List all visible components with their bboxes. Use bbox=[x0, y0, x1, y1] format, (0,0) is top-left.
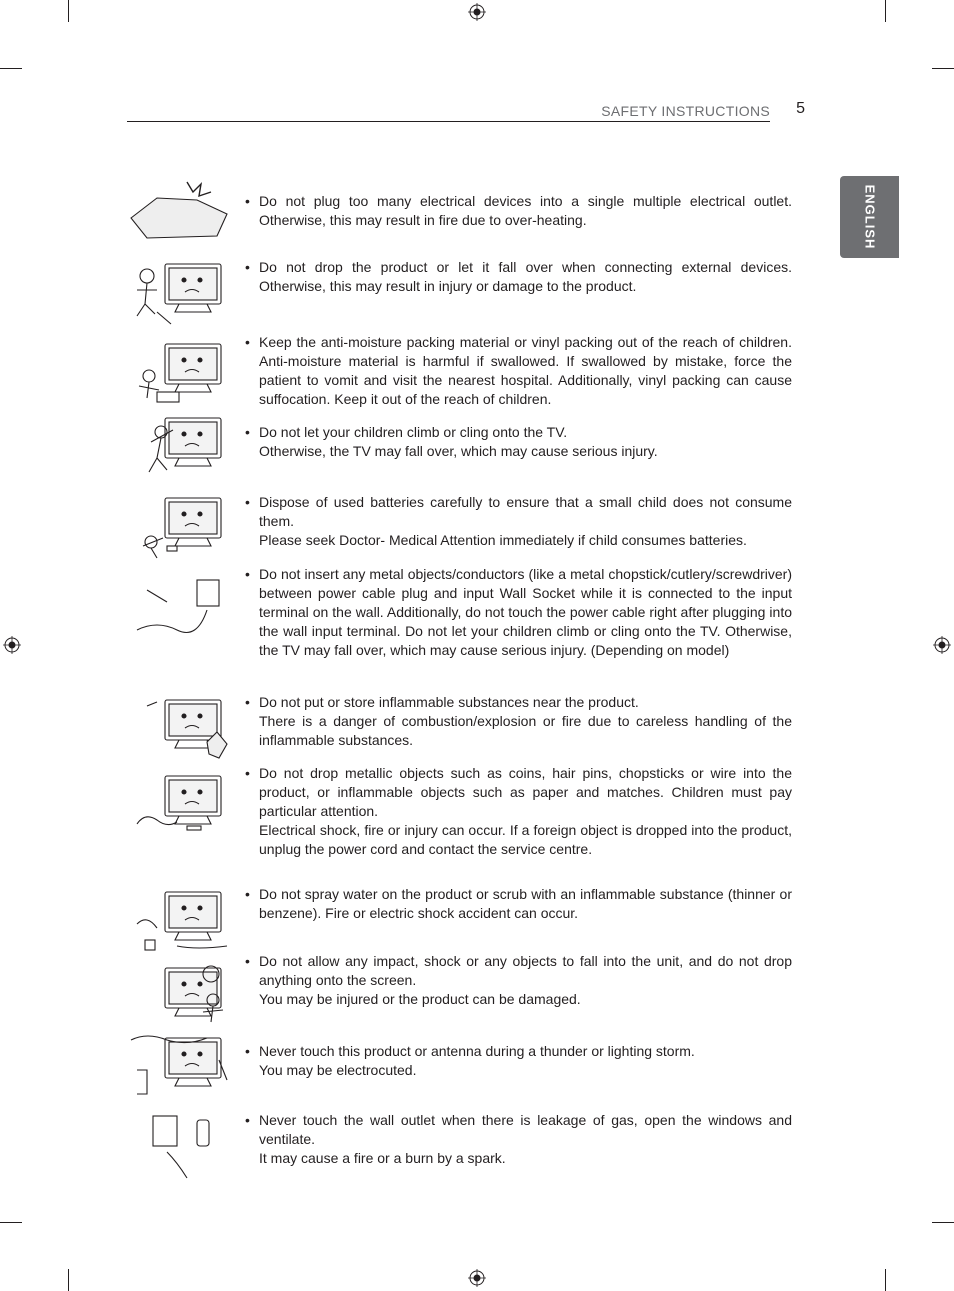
crop-mark-bottom-left-v bbox=[68, 1269, 69, 1291]
crop-mark-top-left-h bbox=[0, 68, 22, 69]
crop-mark-top-right-h bbox=[932, 68, 954, 69]
safety-item-text bbox=[245, 423, 792, 461]
safety-item-line: You may be electrocuted. bbox=[259, 1062, 417, 1078]
bullet-point: • bbox=[245, 1043, 250, 1059]
language-tab-label: ENGLISH bbox=[862, 184, 877, 250]
safety-item-text bbox=[245, 493, 792, 550]
safety-item-text bbox=[245, 693, 792, 750]
safety-item-text bbox=[245, 333, 792, 409]
bullet-point: • bbox=[245, 334, 250, 350]
bullet-point: • bbox=[245, 1112, 250, 1128]
safety-item-line: Dispose of used batteries carefully to ensure that a small child does not consume them. bbox=[259, 494, 792, 529]
bullet-point: • bbox=[245, 424, 250, 440]
crop-mark-bottom-left-h bbox=[0, 1222, 22, 1223]
ball-impact-icon bbox=[127, 960, 235, 1032]
flammable-substance-icon bbox=[127, 692, 235, 764]
safety-item-text bbox=[245, 192, 792, 230]
thunderstorm-icon bbox=[127, 1030, 235, 1102]
overloaded-outlet-icon bbox=[127, 178, 235, 250]
metallic-objects-drop-icon bbox=[127, 768, 235, 840]
language-tab bbox=[840, 176, 899, 258]
page-header bbox=[127, 100, 805, 122]
bullet-point: • bbox=[245, 566, 250, 582]
safety-item-line: Do not insert any metal objects/conductors (like a metal chopstick/cutlery/screwdriver) between power cable plug and input Wall Socket while it is connected to the input terminal on the wall. Additionally, do not touch the power cable right after plugging into the wall input terminal. Do not let your children climb or cling onto the TV. Otherwise, the TV may fall over, which may cause serious injury. (Depending on model) bbox=[259, 566, 792, 658]
header-divider bbox=[127, 121, 770, 122]
packing-material-child-icon bbox=[127, 336, 235, 408]
crop-mark-top-left-v bbox=[68, 0, 69, 22]
safety-item-line: Do not spray water on the product or scrub with an inflammable substance (thinner or benzene). Fire or electric shock accident can occur. bbox=[259, 886, 792, 921]
safety-item-line: Do not allow any impact, shock or any objects to fall into the unit, and do not drop anything onto the screen. bbox=[259, 953, 792, 988]
gas-leak-outlet-icon bbox=[127, 1108, 235, 1180]
bullet-point: • bbox=[245, 193, 250, 209]
bullet-point: • bbox=[245, 765, 250, 781]
safety-item-line: You may be injured or the product can be damaged. bbox=[259, 991, 581, 1007]
registration-mark-icon bbox=[468, 3, 486, 21]
safety-item-text bbox=[245, 952, 792, 1009]
safety-item-line: It may cause a fire or a burn by a spark. bbox=[259, 1150, 506, 1166]
safety-item-line: Never touch the wall outlet when there is leakage of gas, open the windows and ventilate. bbox=[259, 1112, 792, 1147]
child-climbing-tv-icon bbox=[127, 410, 235, 482]
crop-mark-top-right-v bbox=[885, 0, 886, 22]
water-spray-icon bbox=[127, 884, 235, 956]
safety-item-text bbox=[245, 565, 792, 660]
safety-item-line: Please seek Doctor- Medical Attention immediately if child consumes batteries. bbox=[259, 532, 747, 548]
bullet-point: • bbox=[245, 494, 250, 510]
safety-item-text bbox=[245, 1042, 792, 1080]
safety-item-line: Electrical shock, fire or injury can occur. If a foreign object is dropped into the product, unplug the power cord and contact the service centre. bbox=[259, 822, 792, 857]
safety-item-line: Do not plug too many electrical devices into a single multiple electrical outlet. Otherwise, this may result in fire due to over-heating. bbox=[259, 193, 792, 228]
registration-mark-icon bbox=[468, 1269, 486, 1287]
safety-item-line: Do not drop the product or let it fall over when connecting external devices. Otherwise, this may result in injury or damage to the product. bbox=[259, 259, 792, 294]
safety-item-text bbox=[245, 1111, 792, 1168]
crop-mark-bottom-right-h bbox=[932, 1222, 954, 1223]
bullet-point: • bbox=[245, 953, 250, 969]
safety-item-text bbox=[245, 258, 792, 296]
safety-item-text bbox=[245, 764, 792, 859]
metal-object-socket-icon bbox=[127, 570, 235, 642]
safety-item-line: Do not let your children climb or cling onto the TV. bbox=[259, 424, 568, 440]
safety-item-line: Otherwise, the TV may fall over, which may cause serious injury. bbox=[259, 443, 658, 459]
child-battery-icon bbox=[127, 490, 235, 562]
page-number: 5 bbox=[796, 100, 805, 117]
bullet-point: • bbox=[245, 259, 250, 275]
registration-mark-icon bbox=[933, 636, 951, 654]
tv-falling-child-icon bbox=[127, 256, 235, 328]
bullet-point: • bbox=[245, 886, 250, 902]
registration-mark-icon bbox=[3, 636, 21, 654]
safety-item-line: Never touch this product or antenna during a thunder or lighting storm. bbox=[259, 1043, 695, 1059]
crop-mark-bottom-right-v bbox=[885, 1269, 886, 1291]
safety-item-line: Do not drop metallic objects such as coins, hair pins, chopsticks or wire into the product, or inflammable objects such as paper and matches. Children must pay particular attention. bbox=[259, 765, 792, 819]
safety-item-line: Keep the anti-moisture packing material or vinyl packing out of the reach of children. Anti-moisture material is harmful if swallowed. If swallowed by mistake, force the patient to vomit and visit the nearest hospital. Additionally, vinyl packing can cause suffocation. Keep it out of the reach of children. bbox=[259, 334, 792, 407]
safety-item-line: There is a danger of combustion/explosion or fire due to careless handling of the inflammable substances. bbox=[259, 713, 792, 748]
safety-item-line: Do not put or store inflammable substances near the product. bbox=[259, 694, 639, 710]
bullet-point: • bbox=[245, 694, 250, 710]
section-title: SAFETY INSTRUCTIONS bbox=[601, 103, 770, 119]
safety-item-text bbox=[245, 885, 792, 923]
